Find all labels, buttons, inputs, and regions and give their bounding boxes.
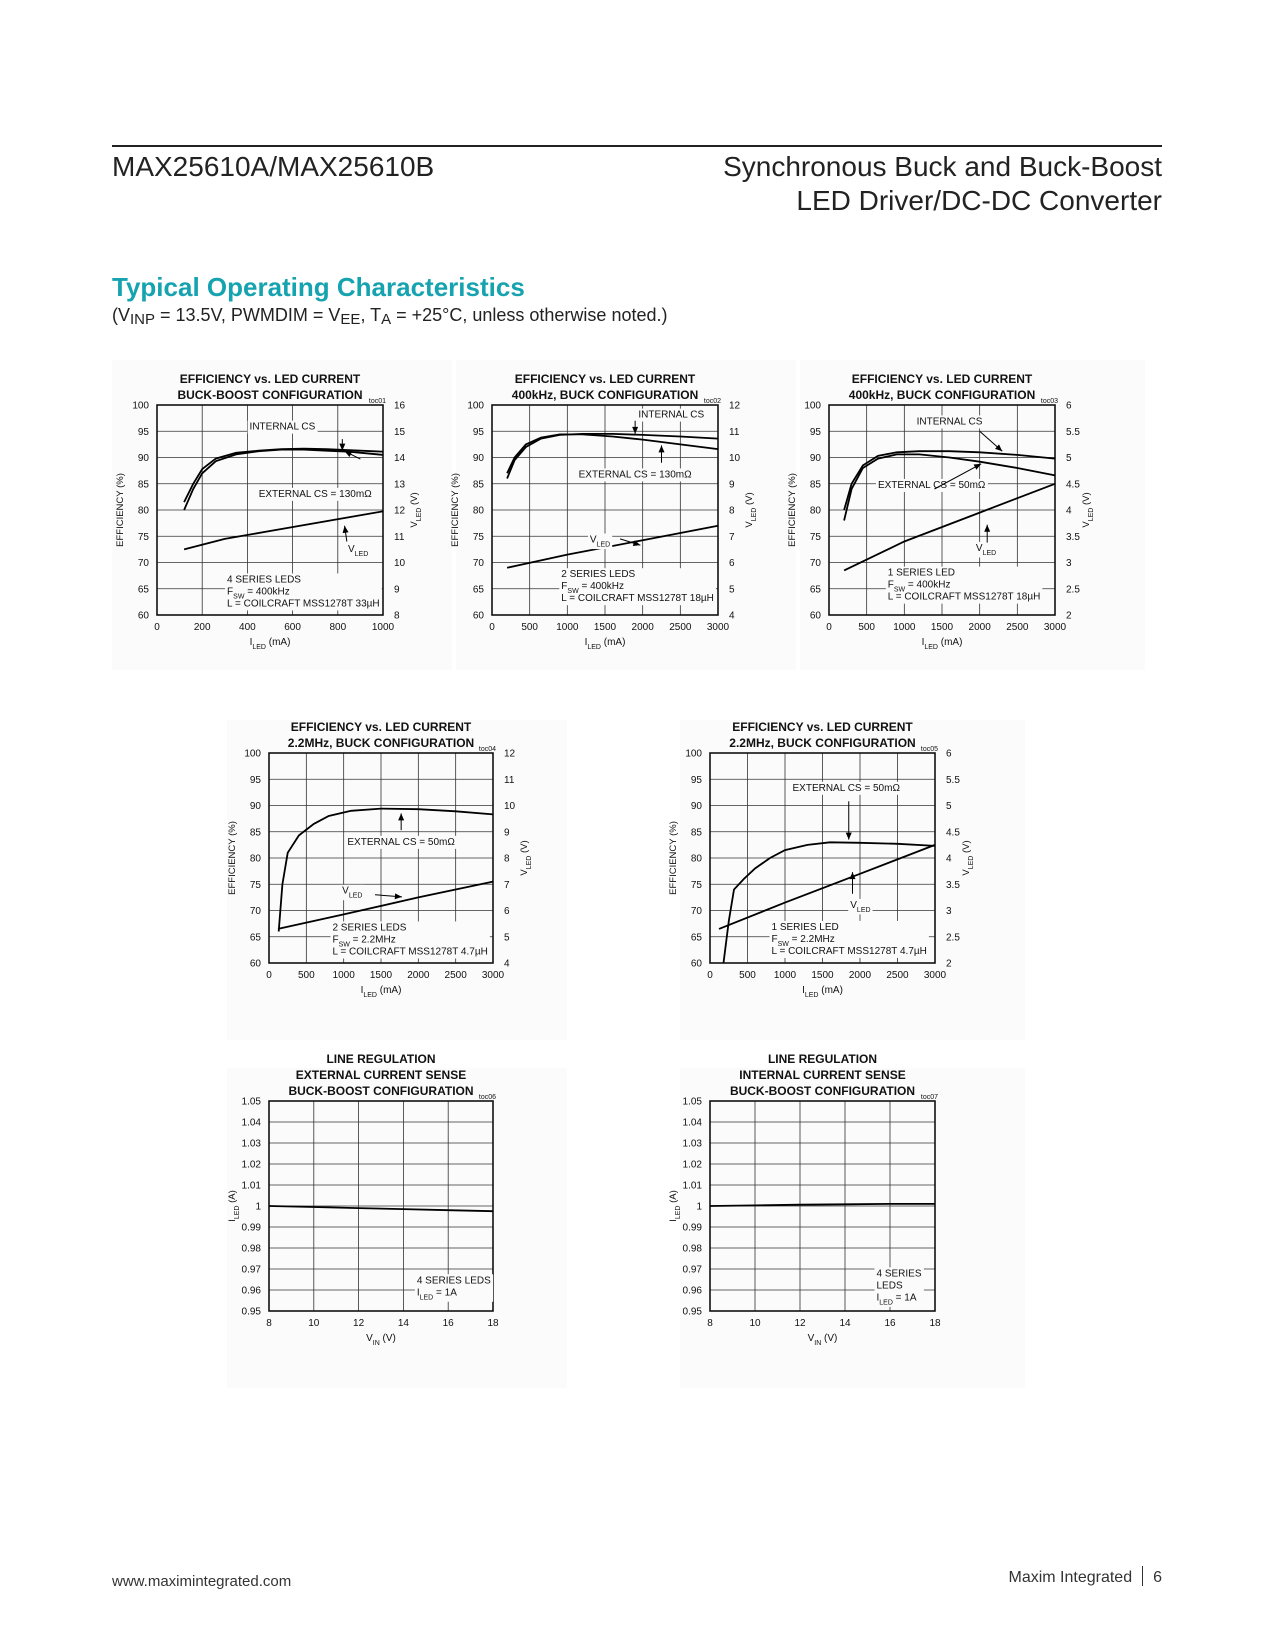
y-tick-label: 1.01 (241, 1180, 261, 1192)
x-tick-label: 10 (749, 1318, 761, 1329)
y-tick-label: 65 (472, 584, 484, 596)
annotation-text: EXTERNAL CS = 50mΩ (877, 479, 986, 491)
annotation-text: $V_{LED}$ (342, 885, 363, 900)
chart-title-line: LINE REGULATION (326, 1052, 436, 1066)
x-tick-label: 1000 (332, 970, 355, 981)
y-tick-label: 0.98 (241, 1243, 261, 1255)
y2-tick-label: 4.5 (946, 827, 960, 839)
chart-title-line: BUCK-BOOST CONFIGURATION (288, 1084, 474, 1098)
chart-annotation (257, 488, 375, 501)
x-tick-label: 2000 (848, 970, 872, 981)
y-tick-label: 95 (249, 774, 261, 786)
chart-annotation (225, 573, 382, 610)
y-tick-label: 0.99 (682, 1222, 702, 1234)
annotation-text: 1 SERIES LED (887, 567, 956, 579)
y2-tick-label: 9 (394, 584, 400, 596)
annotation-text: $V_{LED}$ (347, 544, 369, 558)
annotation-text: $V_{LED}$ (975, 542, 997, 557)
y-tick-label: 95 (472, 426, 484, 438)
y2-tick-label: 5.5 (1066, 426, 1080, 438)
annotation-arrow (980, 431, 1003, 451)
y2-tick-label: 2 (946, 958, 952, 970)
chart-id-label: toc01 (368, 398, 386, 405)
y2-tick-label: 12 (394, 505, 406, 517)
x-tick-label: 0 (826, 622, 832, 633)
y-tick-label: 60 (249, 958, 261, 970)
y-tick-label: 1.02 (682, 1159, 702, 1171)
annotation-text: $V_{LED}$ (850, 899, 871, 914)
chart-annotation (330, 921, 489, 958)
section-title: Typical Operating Characteristics (112, 272, 525, 302)
series-line-1 (269, 1206, 493, 1211)
y-tick-label: 80 (249, 853, 261, 865)
x-tick-label: 2500 (1006, 622, 1029, 633)
y2-axis-label: $V_{LED}$ (V) (519, 840, 533, 876)
chart-title-line: BUCK-BOOST CONFIGURATION (729, 1084, 916, 1098)
x-axis-label: $I_{LED}$ (mA) (360, 985, 402, 999)
y-tick-label: 1.04 (241, 1117, 261, 1129)
x-tick-label: 2500 (886, 970, 909, 981)
y-tick-label: 95 (690, 774, 702, 786)
annotation-text: INTERNAL CS (916, 416, 983, 428)
chart-title-line: BUCK-BOOST CONFIGURATION (177, 388, 363, 402)
header-rule (112, 145, 1162, 147)
y2-tick-label: 9 (729, 479, 735, 491)
x-tick-label: 400 (239, 622, 256, 633)
y2-tick-label: 11 (394, 531, 405, 543)
chart-toc04 (227, 720, 567, 1040)
annotation-text: L = COILCRAFT MSS1278T 18µH (561, 593, 714, 605)
annotation-text: 4 SERIES LEDS (416, 1275, 491, 1287)
chart-svg-toc07 (668, 1052, 1025, 1388)
x-tick-label: 3000 (706, 622, 730, 633)
annotation-text: $I_{LED} = 1A$ (416, 1287, 457, 1301)
annotation-text: $I_{LED} = 1A$ (876, 1292, 917, 1306)
chart-id-label: toc06 (478, 1094, 496, 1101)
y2-tick-label: 6 (729, 558, 735, 569)
chart-toc01 (112, 360, 452, 670)
x-tick-label: 16 (442, 1318, 454, 1329)
page-number: 6 (1153, 1569, 1162, 1586)
x-tick-label: 0 (154, 622, 160, 633)
annotation-text: 2 SERIES LEDS (561, 569, 636, 581)
y-tick-label: 1.01 (682, 1180, 702, 1192)
chart-svg-toc04 (227, 720, 567, 1040)
chart-annotation (636, 409, 706, 422)
x-tick-label: 600 (284, 622, 301, 633)
y-tick-label: 1.02 (241, 1159, 261, 1171)
series-line-1 (184, 450, 383, 510)
x-tick-label: 8 (266, 1318, 272, 1329)
y-tick-label: 60 (472, 610, 484, 622)
y2-tick-label: 4 (1066, 505, 1072, 517)
chart-title-line: EFFICIENCY vs. LED CURRENT (179, 372, 361, 386)
footer-url[interactable]: www.maximintegrated.com (112, 1573, 292, 1590)
annotation-text: L = COILCRAFT MSS1278T 33µH (227, 598, 380, 610)
x-tick-label: 3000 (923, 970, 947, 981)
y-tick-label: 70 (809, 558, 821, 569)
annotation-arrow (620, 539, 640, 546)
x-tick-label: 3000 (481, 970, 505, 981)
y-tick-label: 70 (472, 558, 484, 569)
x-tick-label: 1000 (893, 622, 916, 633)
x-tick-label: 500 (297, 970, 315, 981)
x-tick-label: 1000 (773, 970, 797, 981)
y-tick-label: 1.03 (682, 1138, 702, 1150)
y-tick-label: 100 (467, 400, 484, 412)
y-axis-label: EFFICIENCY (%) (227, 821, 238, 895)
y2-tick-label: 5 (729, 584, 735, 596)
x-tick-label: 10 (308, 1318, 320, 1329)
chart-title-line: 400kHz, BUCK CONFIGURATION (511, 388, 699, 402)
y-tick-label: 90 (249, 801, 261, 812)
y-tick-label: 65 (809, 584, 821, 596)
chart-annotation (848, 899, 872, 915)
annotation-text: L = COILCRAFT MSS1278T 4.7µH (332, 946, 488, 958)
y-tick-label: 85 (809, 479, 821, 491)
y2-tick-label: 4 (504, 958, 510, 970)
y-tick-label: 0.95 (682, 1306, 702, 1318)
annotation-arrow (846, 801, 852, 839)
x-tick-label: 16 (884, 1318, 896, 1329)
series-line-3 (844, 484, 1055, 571)
y2-tick-label: 5.5 (946, 774, 960, 786)
y2-tick-label: 7 (504, 879, 510, 891)
series-line-1 (279, 809, 493, 932)
chart-annotation (588, 534, 612, 550)
y2-tick-label: 10 (729, 453, 741, 464)
annotation-text: 4 SERIES LEDS (227, 574, 301, 586)
chart-toc05 (668, 720, 1025, 1040)
y2-tick-label: 11 (729, 426, 740, 438)
chart-toc06 (227, 1052, 567, 1388)
x-tick-label: 18 (487, 1318, 499, 1329)
chart-title-line: EFFICIENCY vs. LED CURRENT (514, 372, 696, 386)
y-axis-label: EFFICIENCY (%) (115, 473, 126, 547)
x-tick-label: 2000 (407, 970, 430, 981)
y2-tick-label: 13 (394, 479, 406, 491)
series-line-2 (719, 845, 935, 929)
y2-tick-label: 6 (1066, 400, 1072, 412)
y-tick-label: 90 (472, 453, 484, 464)
annotation-text: L = COILCRAFT MSS1278T 4.7µH (771, 945, 927, 957)
y2-tick-label: 8 (729, 505, 735, 517)
y2-tick-label: 3 (946, 906, 952, 917)
y-tick-label: 0.95 (241, 1306, 261, 1318)
chart-annotation (875, 1267, 924, 1307)
x-tick-label: 1500 (930, 622, 954, 633)
y-tick-label: 95 (137, 426, 149, 438)
x-tick-label: 800 (329, 622, 347, 633)
y-tick-label: 80 (472, 505, 484, 517)
footer-company-page (1008, 1566, 1162, 1587)
y-tick-label: 0.96 (682, 1285, 702, 1297)
series-line-3 (507, 526, 718, 568)
y2-tick-label: 12 (729, 400, 741, 412)
y2-tick-label: 15 (394, 426, 406, 438)
chart-title-line: INTERNAL CURRENT SENSE (739, 1068, 906, 1082)
y2-tick-label: 16 (394, 400, 406, 412)
y-tick-label: 1 (255, 1201, 261, 1213)
y2-tick-label: 2 (1066, 610, 1072, 622)
chart-annotation (248, 421, 318, 434)
chart-annotation (415, 1274, 493, 1302)
y-tick-label: 0.99 (241, 1222, 261, 1234)
y-tick-label: 75 (690, 879, 702, 891)
y2-tick-label: 3.5 (1066, 531, 1080, 543)
chart-title-line: 2.2MHz, BUCK CONFIGURATION (287, 736, 475, 750)
chart-toc02 (450, 360, 796, 670)
x-axis-label: $I_{LED}$ (mA) (249, 637, 291, 651)
chart-toc03 (787, 360, 1145, 670)
chart-annotation (974, 542, 998, 558)
y2-tick-label: 3 (1066, 558, 1072, 569)
chart-annotation (345, 836, 457, 849)
y2-tick-label: 4 (729, 610, 735, 622)
y-tick-label: 80 (809, 505, 821, 517)
y-axis-label: $I_{LED}$ (A) (227, 1190, 241, 1222)
y-tick-label: 70 (137, 558, 149, 569)
y-tick-label: 100 (244, 748, 261, 760)
y-tick-label: 80 (690, 853, 702, 865)
y-tick-label: 70 (249, 906, 261, 917)
document-title-line1: Synchronous Buck and Buck-Boost (723, 151, 1162, 182)
x-tick-label: 500 (521, 622, 539, 633)
x-tick-label: 8 (707, 1318, 713, 1329)
chart-svg-toc06 (227, 1052, 567, 1388)
test-conditions: ($V_{INP} = 13.5V$, PWMDIM = $V_{EE}$, $T_A = +25^\circ C$, unless otherwise noted.) (112, 305, 668, 328)
chart-title-line: EXTERNAL CURRENT SENSE (295, 1068, 467, 1082)
x-axis-label: $I_{LED}$ (mA) (921, 637, 963, 651)
y2-tick-label: 9 (504, 827, 510, 839)
chart-id-label: toc07 (920, 1094, 938, 1101)
x-tick-label: 500 (739, 970, 756, 981)
x-axis-label: $I_{LED}$ (mA) (802, 985, 843, 999)
y-tick-label: 0.98 (682, 1243, 702, 1255)
annotation-arrow (375, 893, 402, 899)
chart-toc07 (668, 1052, 1025, 1388)
chart-id-label: toc05 (920, 746, 938, 753)
chart-id-label: toc02 (703, 398, 721, 405)
annotation-arrow (659, 445, 665, 462)
chart-annotation (886, 567, 1043, 604)
annotation-arrow (343, 526, 349, 542)
y-tick-label: 90 (137, 453, 149, 464)
y2-tick-label: 14 (394, 453, 406, 464)
y-tick-label: 1.03 (241, 1138, 261, 1150)
y-tick-label: 65 (690, 932, 702, 944)
x-axis-label: $V_{IN}$ (V) (807, 1333, 838, 1347)
x-tick-label: 1500 (811, 970, 834, 981)
chart-annotation (915, 415, 985, 428)
y2-tick-label: 8 (504, 853, 510, 865)
y-axis-label: EFFICIENCY (%) (450, 473, 461, 547)
part-number: MAX25610A/MAX25610B (112, 151, 435, 182)
chart-annotation (340, 885, 364, 901)
x-tick-label: 0 (707, 970, 713, 981)
x-tick-label: 1000 (371, 622, 395, 633)
x-tick-label: 1500 (369, 970, 393, 981)
y2-axis-label: $V_{LED}$ (V) (409, 492, 423, 528)
chart-title-line: EFFICIENCY vs. LED CURRENT (851, 372, 1033, 386)
chart-annotation (791, 782, 903, 795)
y-tick-label: 0.97 (682, 1264, 702, 1276)
y2-tick-label: 5 (1066, 453, 1072, 464)
annotation-arrow (984, 525, 990, 543)
y-tick-label: 1.04 (682, 1117, 702, 1129)
x-tick-label: 18 (929, 1318, 941, 1329)
y2-tick-label: 8 (394, 610, 400, 622)
y-tick-label: 85 (472, 479, 484, 491)
x-axis-label: $I_{LED}$ (mA) (584, 637, 626, 651)
y-tick-label: 85 (137, 479, 149, 491)
chart-id-label: toc03 (1040, 398, 1058, 405)
chart-svg-toc02 (450, 360, 796, 670)
chart-annotation (770, 921, 929, 958)
y-tick-label: 1.05 (241, 1096, 261, 1108)
document-title-line2: LED Driver/DC-DC Converter (796, 185, 1162, 216)
y2-tick-label: 6 (946, 748, 952, 760)
annotation-text: EXTERNAL CS = 130mΩ (578, 469, 692, 481)
chart-annotation (577, 468, 695, 481)
y-axis-label: EFFICIENCY (%) (787, 473, 798, 547)
footer-company: Maxim Integrated (1008, 1569, 1133, 1586)
x-tick-label: 1000 (556, 622, 579, 633)
annotation-text: $F_{SW} = 2.2MHz$ (332, 934, 396, 948)
y2-tick-label: 10 (504, 801, 516, 812)
y2-tick-label: 12 (504, 748, 516, 760)
annotation-text: EXTERNAL CS = 130mΩ (258, 488, 372, 500)
chart-svg-toc05 (668, 720, 1025, 1040)
y-tick-label: 75 (472, 531, 484, 543)
y2-axis-label: $V_{LED}$ (V) (744, 492, 758, 528)
chart-title-line: 2.2MHz, BUCK CONFIGURATION (729, 736, 916, 750)
chart-id-label: toc04 (478, 746, 496, 753)
y-tick-label: 1.05 (682, 1096, 702, 1108)
y2-tick-label: 3.5 (946, 879, 960, 891)
x-tick-label: 3000 (1043, 622, 1067, 633)
y2-tick-label: 6 (504, 906, 510, 917)
y2-tick-label: 5 (946, 801, 952, 812)
x-tick-label: 14 (397, 1318, 409, 1329)
chart-title-line: 400kHz, BUCK CONFIGURATION (848, 388, 1036, 402)
y-tick-label: 0.96 (241, 1285, 261, 1297)
x-tick-label: 12 (353, 1318, 365, 1329)
y2-tick-label: 5 (504, 932, 510, 944)
y2-axis-label: $V_{LED}$ (V) (1081, 492, 1095, 528)
annotation-text: INTERNAL CS (638, 409, 705, 421)
y-tick-label: 0.97 (241, 1264, 261, 1276)
y-tick-label: 100 (685, 748, 702, 760)
y-tick-label: 85 (249, 827, 261, 839)
y-axis-label: $I_{LED}$ (A) (668, 1190, 682, 1222)
chart-annotation (346, 543, 370, 559)
annotation-text: 2 SERIES LEDS (332, 922, 407, 934)
chart-title-line: EFFICIENCY vs. LED CURRENT (290, 720, 472, 734)
annotation-text: 1 SERIES LED (771, 921, 839, 933)
chart-annotation (876, 479, 988, 492)
y2-tick-label: 7 (729, 531, 735, 543)
x-tick-label: 0 (489, 622, 495, 633)
y-tick-label: 75 (809, 531, 821, 543)
y2-tick-label: 2.5 (1066, 584, 1080, 596)
x-tick-label: 2500 (444, 970, 467, 981)
chart-annotation (559, 568, 716, 605)
y-tick-label: 90 (690, 801, 702, 812)
x-axis-label: $V_{IN}$ (V) (366, 1333, 396, 1347)
y-tick-label: 75 (249, 879, 261, 891)
y-tick-label: 85 (690, 827, 702, 839)
x-tick-label: 200 (193, 622, 211, 633)
y-tick-label: 60 (137, 610, 149, 622)
x-tick-label: 1500 (593, 622, 617, 633)
document-title (723, 150, 1162, 218)
annotation-text: $F_{SW} = 400kHz$ (887, 579, 951, 594)
annotation-text: EXTERNAL CS = 50mΩ (347, 836, 455, 848)
y-tick-label: 80 (137, 505, 149, 517)
chart-svg-toc03 (787, 360, 1145, 670)
y2-tick-label: 4.5 (1066, 479, 1080, 491)
y2-axis-label: $V_{LED}$ (V) (961, 840, 975, 876)
annotation-text: $F_{SW} = 400kHz$ (227, 586, 290, 600)
x-tick-label: 500 (858, 622, 876, 633)
y2-tick-label: 2.5 (946, 932, 960, 944)
annotation-text: 4 SERIES (876, 1268, 922, 1280)
y-tick-label: 90 (809, 453, 821, 464)
x-tick-label: 14 (839, 1318, 851, 1329)
x-tick-label: 0 (266, 970, 272, 981)
annotation-text: LEDS (876, 1280, 903, 1292)
annotation-text: $F_{SW} = 2.2MHz$ (771, 933, 835, 948)
y-tick-label: 1 (696, 1201, 702, 1213)
annotation-arrow (398, 813, 404, 830)
y-tick-label: 100 (132, 400, 149, 412)
y2-tick-label: 11 (504, 774, 515, 786)
x-tick-label: 12 (794, 1318, 806, 1329)
annotation-text: $F_{SW} = 400kHz$ (561, 581, 625, 595)
x-tick-label: 2500 (669, 622, 692, 633)
y-tick-label: 75 (137, 531, 149, 543)
y2-tick-label: 10 (394, 558, 406, 569)
y-tick-label: 60 (690, 958, 702, 970)
y-tick-label: 100 (804, 400, 821, 412)
x-tick-label: 2000 (631, 622, 654, 633)
y2-tick-label: 4 (946, 853, 952, 865)
y-tick-label: 65 (137, 584, 149, 596)
annotation-text: L = COILCRAFT MSS1278T 18µH (887, 591, 1041, 603)
x-tick-label: 2000 (968, 622, 991, 633)
chart-title-line: EFFICIENCY vs. LED CURRENT (732, 720, 913, 734)
annotation-text: EXTERNAL CS = 50mΩ (792, 782, 900, 794)
y-tick-label: 60 (809, 610, 821, 622)
y-tick-label: 65 (249, 932, 261, 944)
annotation-arrow (632, 421, 638, 434)
y-axis-label: EFFICIENCY (%) (668, 821, 679, 895)
chart-title-line: LINE REGULATION (767, 1052, 878, 1066)
chart-svg-toc01 (112, 360, 452, 670)
annotation-text: INTERNAL CS (249, 421, 316, 433)
y-tick-label: 95 (809, 426, 821, 438)
y-tick-label: 70 (690, 906, 702, 917)
footer-separator (1142, 1566, 1143, 1586)
annotation-text: $V_{LED}$ (589, 534, 611, 549)
